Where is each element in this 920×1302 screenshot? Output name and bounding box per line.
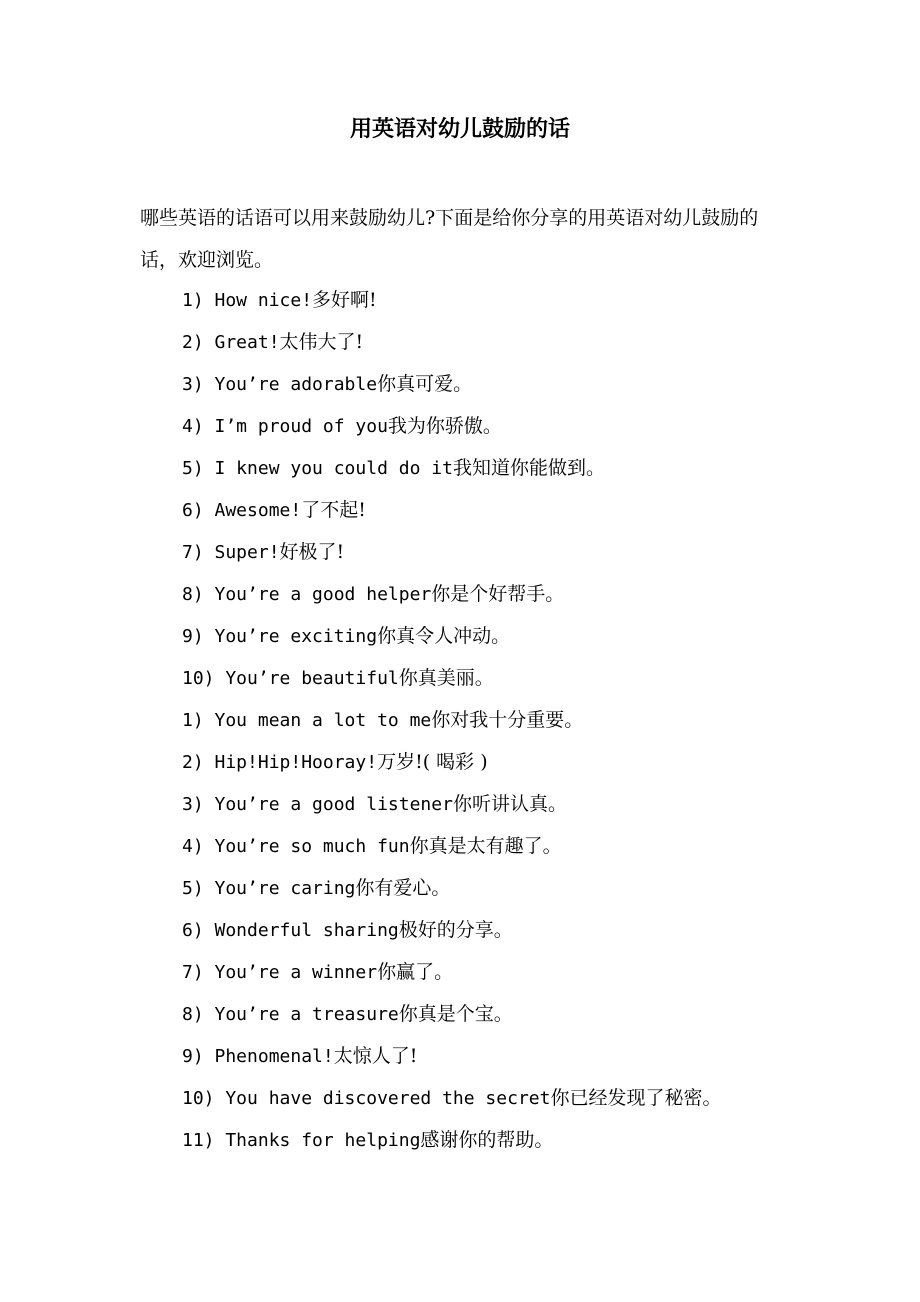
list-item — [182, 573, 721, 615]
phrase-english: 11) Thanks for helping — [182, 1130, 421, 1151]
intro-paragraph: 哪些英语的话语可以用来鼓励幼儿?下面是给你分享的用英语对幼儿鼓励的话，欢迎浏览。 — [140, 207, 759, 271]
list-item — [182, 825, 721, 867]
phrase-chinese: 了不起! — [301, 499, 366, 521]
phrase-english: 4) I’m proud of you — [182, 416, 388, 437]
phrase-english: 2) Great! — [182, 332, 280, 353]
phrase-chinese: 你真是个宝。 — [398, 1003, 513, 1025]
list-item — [182, 489, 721, 531]
list-item — [182, 447, 721, 489]
phrase-chinese: 太惊人了! — [333, 1045, 418, 1067]
phrase-chinese: 万岁!( 喝彩 ) — [377, 751, 488, 773]
phrase-chinese: 多好啊! — [312, 289, 377, 311]
list-item — [182, 1035, 721, 1077]
phrase-chinese: 你真可爱。 — [377, 373, 473, 395]
phrase-english: 9) You’re exciting — [182, 626, 378, 647]
phrase-english: 10) You’re beautiful — [182, 668, 399, 689]
phrase-chinese: 好极了! — [279, 541, 345, 563]
phrase-english: 1) You mean a lot to me — [182, 710, 432, 731]
phrase-chinese: 你是个好帮手。 — [431, 583, 565, 605]
list-item — [182, 405, 721, 447]
phrase-english: 5) You’re caring — [182, 878, 356, 899]
phrase-list — [182, 279, 721, 1161]
list-item — [182, 867, 721, 909]
phrase-english: 7) Super! — [182, 542, 280, 563]
list-item — [182, 363, 721, 405]
list-item — [182, 615, 721, 657]
phrase-english: 8) You’re a treasure — [182, 1004, 399, 1025]
list-item — [182, 699, 721, 741]
list-item — [182, 657, 721, 699]
phrase-chinese: 你真令人冲动。 — [377, 625, 511, 647]
list-item — [182, 279, 721, 321]
list-item — [182, 321, 721, 363]
phrase-chinese: 我知道你能做到。 — [452, 457, 605, 479]
phrase-chinese: 你真是太有趣了。 — [409, 835, 562, 857]
list-item — [182, 993, 721, 1035]
phrase-english: 3) You’re a good listener — [182, 794, 453, 815]
list-item — [182, 1119, 721, 1161]
phrase-english: 2) Hip!Hip!Hooray! — [182, 752, 378, 773]
phrase-chinese: 我为你骄傲。 — [387, 415, 502, 437]
phrase-english: 9) Phenomenal! — [182, 1046, 334, 1067]
phrase-chinese: 你真美丽。 — [398, 667, 494, 689]
phrase-english: 1) How nice! — [182, 290, 313, 311]
phrase-chinese: 你赢了。 — [377, 961, 454, 983]
list-item — [182, 909, 721, 951]
page-title: 用英语对幼儿鼓励的话 — [349, 116, 570, 142]
phrase-chinese: 感谢你的帮助。 — [420, 1129, 554, 1151]
phrase-chinese: 太伟大了! — [279, 331, 364, 353]
list-item — [182, 1077, 721, 1119]
list-item — [182, 783, 721, 825]
phrase-english: 10) You have discovered the secret — [182, 1088, 551, 1109]
phrase-english: 4) You’re so much fun — [182, 836, 410, 857]
phrase-english: 3) You’re adorable — [182, 374, 378, 395]
phrase-chinese: 极好的分享。 — [398, 919, 513, 941]
list-item — [182, 741, 721, 783]
phrase-chinese: 你听讲认真。 — [452, 793, 567, 815]
list-item — [182, 951, 721, 993]
phrase-english: 5) I knew you could do it — [182, 458, 453, 479]
list-item — [182, 531, 721, 573]
phrase-chinese: 你已经发现了秘密。 — [550, 1087, 722, 1109]
phrase-english: 8) You’re a good helper — [182, 584, 432, 605]
phrase-chinese: 你对我十分重要。 — [431, 709, 584, 731]
phrase-english: 6) Wonderful sharing — [182, 920, 399, 941]
phrase-english: 6) Awesome! — [182, 500, 302, 521]
phrase-chinese: 你有爱心。 — [355, 877, 451, 899]
phrase-english: 7) You’re a winner — [182, 962, 378, 983]
